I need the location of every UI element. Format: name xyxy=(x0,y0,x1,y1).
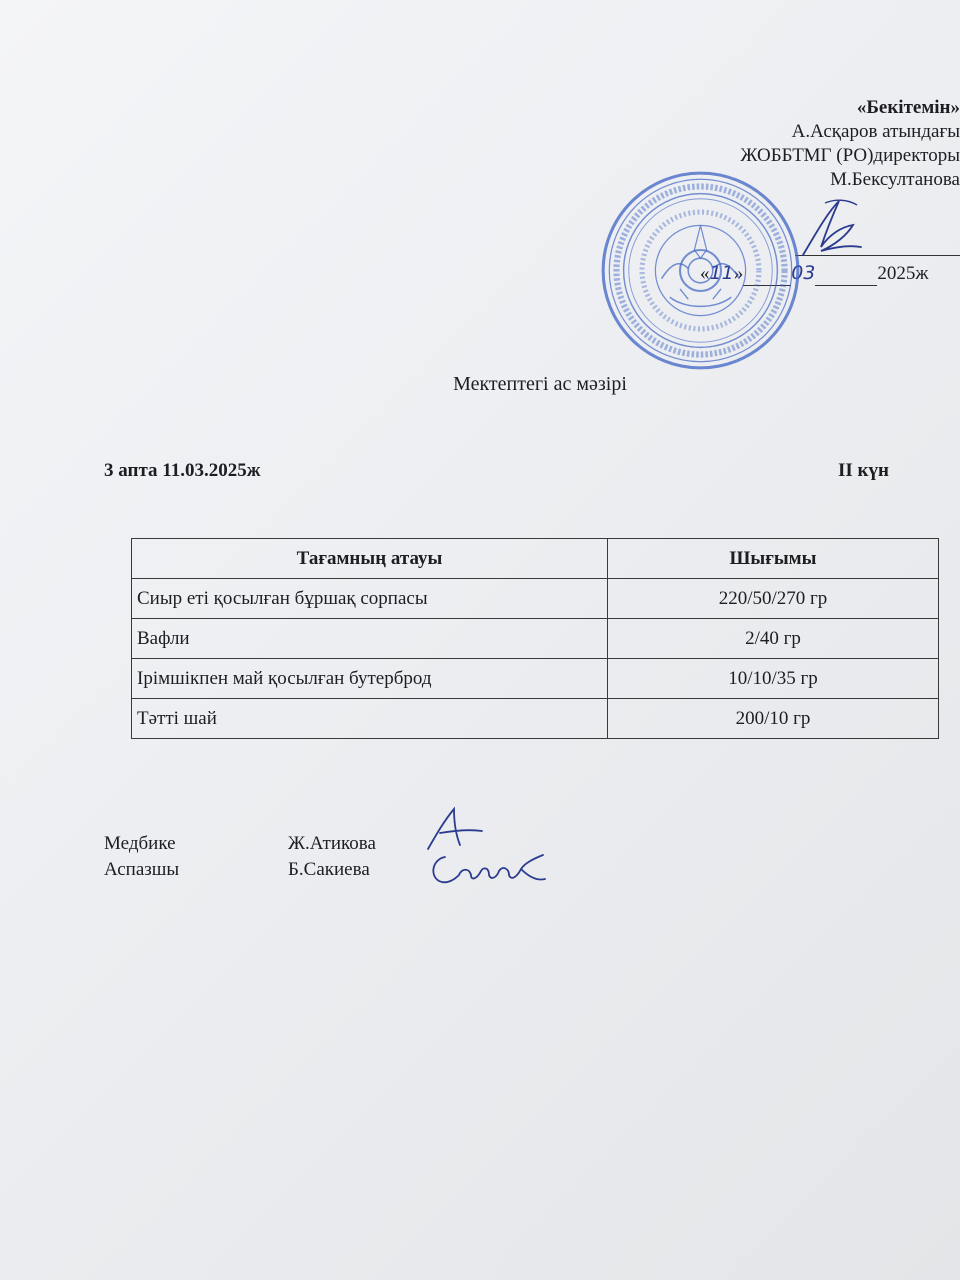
dish-name: Ірімшікпен май қосылған бутерброд xyxy=(132,659,608,699)
dish-portion: 200/10 гр xyxy=(608,699,939,739)
date-blank-2 xyxy=(815,263,877,286)
approval-director-name: М.Бексултанова xyxy=(830,169,960,190)
table-row xyxy=(132,579,939,619)
dish-portion: 220/50/270 гр xyxy=(608,579,939,619)
menu-title: Мектептегі ас мәзірі xyxy=(453,373,627,395)
dish-name: Сиыр еті қосылған бұршақ сорпасы xyxy=(132,579,608,619)
official-stamp xyxy=(598,168,803,373)
date-month: 03 xyxy=(791,262,816,284)
date-day: 11 xyxy=(709,262,734,284)
staff-name: Б.Сакиева xyxy=(288,859,370,880)
day-label: II күн xyxy=(838,460,889,481)
table-header-row xyxy=(132,539,939,579)
date-year: 2025ж xyxy=(877,263,929,284)
menu-table xyxy=(131,538,939,739)
column-header-portion: Шығымы xyxy=(608,539,939,579)
dish-portion: 2/40 гр xyxy=(608,619,939,659)
cook-signature xyxy=(425,845,555,895)
table-row xyxy=(132,659,939,699)
week-and-date: 3 апта 11.03.2025ж xyxy=(104,460,261,481)
staff-role: Аспазшы xyxy=(104,859,180,880)
column-header-dish: Тағамның атауы xyxy=(132,539,608,579)
approval-heading: «Бекітемін» xyxy=(856,97,960,118)
date-open-quote: « xyxy=(700,263,710,284)
approval-position: ЖОББТМГ (РО)директоры xyxy=(740,145,960,166)
staff-role: Медбике xyxy=(104,833,176,854)
table-row xyxy=(132,699,939,739)
staff-name: Ж.Атикова xyxy=(288,833,376,854)
dish-name: Вафли xyxy=(132,619,608,659)
dish-name: Тәтті шай xyxy=(132,699,608,739)
dish-portion: 10/10/35 гр xyxy=(608,659,939,699)
director-signature xyxy=(795,195,865,267)
table-row xyxy=(132,619,939,659)
date-close-quote: » xyxy=(733,263,744,284)
approval-school: А.Асқаров атындағы xyxy=(791,121,960,142)
